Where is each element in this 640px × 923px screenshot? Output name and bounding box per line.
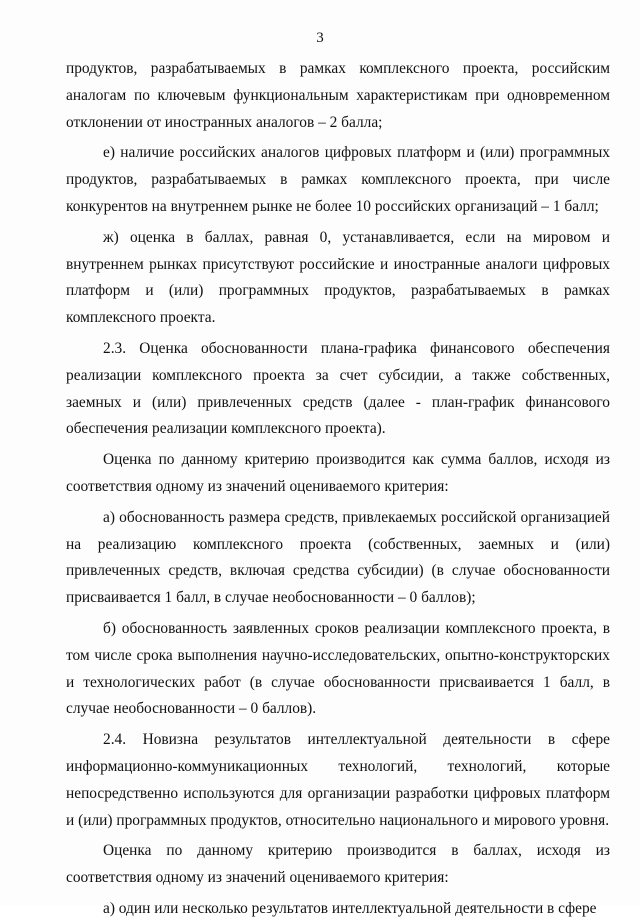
paragraph-section-2-3: 2.3. Оценка обоснованности плана-графика финансового обеспечения реализации комплексного проекта за счет субсидии, а также собственных, заемных и (или) привлеченных средств (далее - план-график финансового обеспечения реализации комплексного проекта). [66, 339, 610, 438]
paragraph-item-zh: ж) оценка в баллах, равная 0, устанавливается, если на мировом и внутреннем рынках присутствуют российские и иностранные аналоги цифровых платформ и (или) программных продуктов, разрабатываемых в рамках комплексного проекта. [66, 228, 610, 327]
paragraph-item-a: а) обоснованность размера средств, привлекаемых российской организацией на реализацию комплексного проекта (собственных, заемных и (или) привлеченных средств, включая средства субсидии) (в случае обоснованности присваивается 1 балл, в случае необоснованности – 0 баллов); [66, 508, 610, 607]
paragraph-criterion-sum: Оценка по данному критерию производится как сумма баллов, исходя из соответствия одному из значений оцениваемого критерия: [66, 451, 610, 495]
paragraph-criterion-points: Оценка по данному критерию производится в баллах, исходя из соответствия одному из значений оцениваемого критерия: [66, 842, 610, 887]
document-body [66, 56, 610, 923]
paragraph-item-b: б) обоснованность заявленных сроков реализации комплексного проекта, в том числе срока выполнения научно-исследовательских, опытно-конструкторских и технологических работ (в случае обоснованности присваивается 1 балл, в случае необоснованности – 0 баллов). [66, 619, 610, 718]
paragraph-section-2-4: 2.4. Новизна результатов интеллектуальной деятельности в сфере информационно-коммуникационных технологий, технологий, которые непосредственно используются для организации разработки цифровых платформ и (или) программных продуктов, относительно национального и мирового уровня. [66, 731, 610, 829]
paragraph-continuation: продуктов, разрабатываемых в рамках комплексного проекта, российским аналогам по ключевым функциональным характеристикам при одновременном отклонении от иностранных аналогов – 2 балла; [66, 60, 610, 131]
paragraph-item-e: е) наличие российских аналогов цифровых платформ и (или) программных продуктов, разрабатываемых в рамках комплексного проекта, при числе конкурентов на внутреннем рынке не более 10 российских организаций – 1 балл; [66, 144, 610, 215]
paragraph-item-a-truncated: а) один или несколько результатов интеллектуальной деятельности в сфере [103, 899, 597, 917]
page-number: 3 [316, 30, 324, 46]
